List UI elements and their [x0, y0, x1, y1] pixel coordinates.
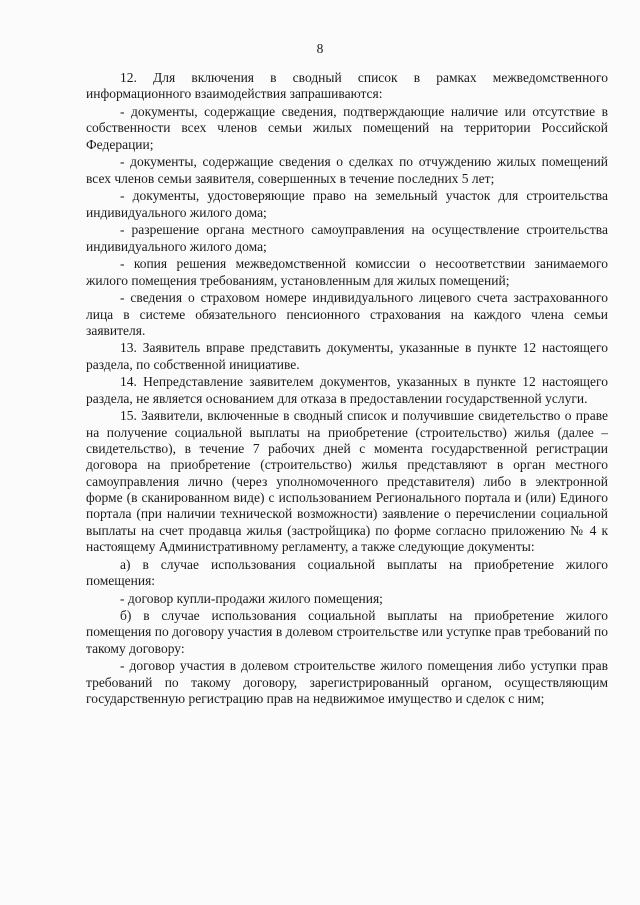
- paragraph-12-intro: 12. Для включения в сводный список в рамках межведомственного информационного взаимодействия запрашиваются:: [86, 70, 608, 102]
- list-item-land-rights: - документы, удостоверяющие право на земельный участок для строительства индивидуального жилого дома;: [86, 188, 608, 220]
- list-item-commission-decision: - копия решения межведомственной комиссии о несоответствии занимаемого жилого помещения требованиям, установленным для жилых помещений;: [86, 256, 608, 288]
- list-item-shared-construction-contract: - договор участия в долевом строительстве жилого помещения либо уступки прав требований по такому договору, зарегистрированный органом, осуществляющим государственную регистрацию прав на недвижимое имущество и сделок с ним;: [86, 658, 608, 707]
- subitem-b: б) в случае использования социальной выплаты на приобретение жилого помещения по договору участия в долевом строительстве или уступке прав требований по такому договору:: [86, 608, 608, 656]
- list-item-property-transactions: - документы, содержащие сведения о сделках по отчуждению жилых помещений всех членов семьи заявителя, совершенных в течение последних 5 лет;: [86, 154, 608, 186]
- paragraph-14: 14. Непредставление заявителем документов, указанных в пункте 12 настоящего раздела, не является основанием для отказа в предоставлении государственной услуги.: [86, 374, 608, 406]
- document-body: [86, 70, 608, 709]
- subitem-a: а) в случае использования социальной выплаты на приобретение жилого помещения:: [86, 556, 608, 588]
- list-item-construction-permit: - разрешение органа местного самоуправления на осуществление строительства индивидуального жилого дома;: [86, 222, 608, 254]
- paragraph-15: 15. Заявители, включенные в сводный список и получившие свидетельство о праве на получение социальной выплаты на приобретение (строительство) жилья (далее – свидетельство), в течение 7 рабочих дней с момента государственной регистрации договора на приобретение (строительство) жилья представляют в орган местного самоуправления лично (через уполномоченного представителя) либо в электронной форме (в сканированном виде) с использованием Регионального портала и (или) Единого портала (при наличии технической возможности) заявление о перечислении социальной выплаты на счет продавца жилья (застройщика) по форме согласно приложению № 4 к настоящему Административному регламенту, а также следующие документы:: [86, 408, 608, 554]
- paragraph-13: 13. Заявитель вправе представить документы, указанные в пункте 12 настоящего раздела, по собственной инициативе.: [86, 340, 608, 372]
- list-item-property-ownership: - документы, содержащие сведения, подтверждающие наличие или отсутствие в собственности всех членов семьи жилых помещений на территории Российской Федерации;: [86, 103, 608, 152]
- list-item-sale-contract: - договор купли-продажи жилого помещения;: [120, 590, 383, 606]
- list-item-insurance-number: - сведения о страховом номере индивидуального лицевого счета застрахованного лица в системе обязательного пенсионного страхования на каждого члена семьи заявителя.: [86, 290, 608, 338]
- page-number: 8: [316, 41, 324, 56]
